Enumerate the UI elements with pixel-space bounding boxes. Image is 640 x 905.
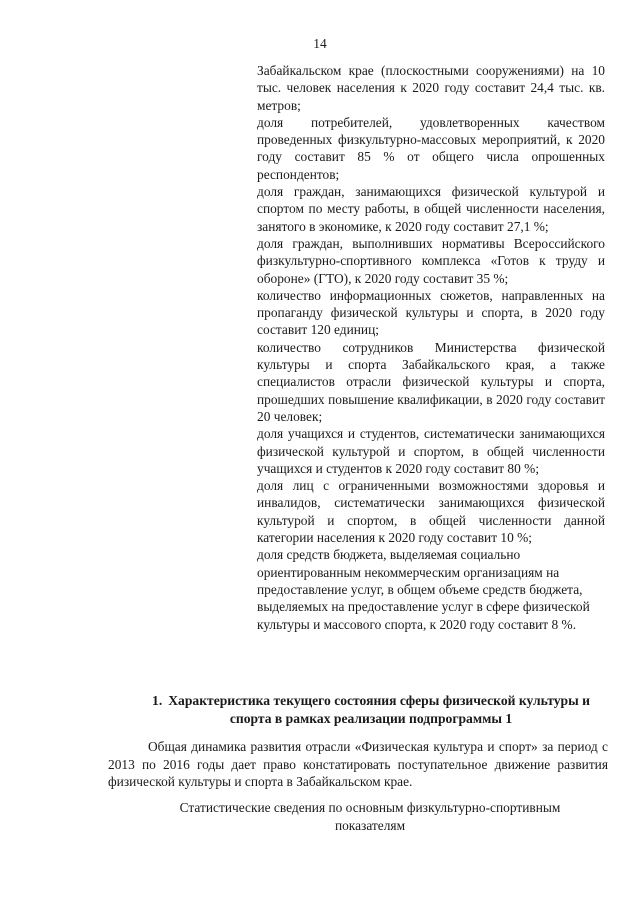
list-item: доля учащихся и студентов, систематически занимающихся физической культурой и спортом, в общей численности учащихся и студентов к 2020 году составит 80 %;	[257, 426, 605, 476]
section-title: Характеристика текущего состояния сферы физической культуры и спорта в рамках реализации подпрограммы 1	[168, 693, 590, 726]
list-item: доля лиц с ограниченными возможностями здоровья и инвалидов, систематически занимающихся физической культурой и спортом, в общей численности данной категории населения к 2020 году составит 10 %;	[257, 478, 605, 546]
list-item: доля граждан, выполнивших нормативы Всероссийского физкультурно-спортивного комплекса «Готов к труду и обороне» (ГТО), к 2020 году составит 35 %;	[257, 235, 605, 286]
list-item: доля граждан, занимающихся физической культурой и спортом по месту работы, в общей численности населения, занятого в экономике, к 2020 году составит 27,1 %;	[257, 184, 605, 234]
list-item: количество информационных сюжетов, направленных на пропаганду физической культуры и спорта, в 2020 году составит 120 единиц;	[257, 287, 605, 338]
section-number: 1.	[152, 693, 163, 708]
list-item: количество сотрудников Министерства физической культуры и спорта Забайкальского края, а также специалистов отрасли физической культуры и спорта, прошедших повышение квалификации, в 2020 году составит 20 человек;	[257, 339, 605, 424]
indicator-list	[257, 62, 605, 633]
page-number: 14	[313, 36, 327, 51]
table-caption: Статистические сведения по основным физкультурно-спортивным показателям	[179, 800, 561, 833]
section-heading	[134, 692, 608, 727]
list-item: доля средств бюджета, выделяемая социально ориентированным некоммерческим организациям на предоставление услуг, в общем объеме средств бюджета, выделяемых на предоставление услуг в сфере физической культуры и массового спорта, к 2020 году составит 8 %.	[257, 547, 590, 632]
list-item: доля потребителей, удовлетворенных качеством проведенных физкультурно-массовых мероприятий, к 2020 году составит 85 % от общего числа опрошенных респондентов;	[257, 114, 605, 182]
list-item: Забайкальском крае (плоскостными сооружениями) на 10 тыс. человек населения к 2020 году составит 24,4 тыс. кв. метров;	[257, 63, 605, 113]
body-paragraph: Общая динамика развития отрасли «Физическая культура и спорт» за период с 2013 по 2016 годы дает право констатировать поступательное движение развития физической культуры и спорта в Забайкальском крае.	[108, 739, 608, 790]
